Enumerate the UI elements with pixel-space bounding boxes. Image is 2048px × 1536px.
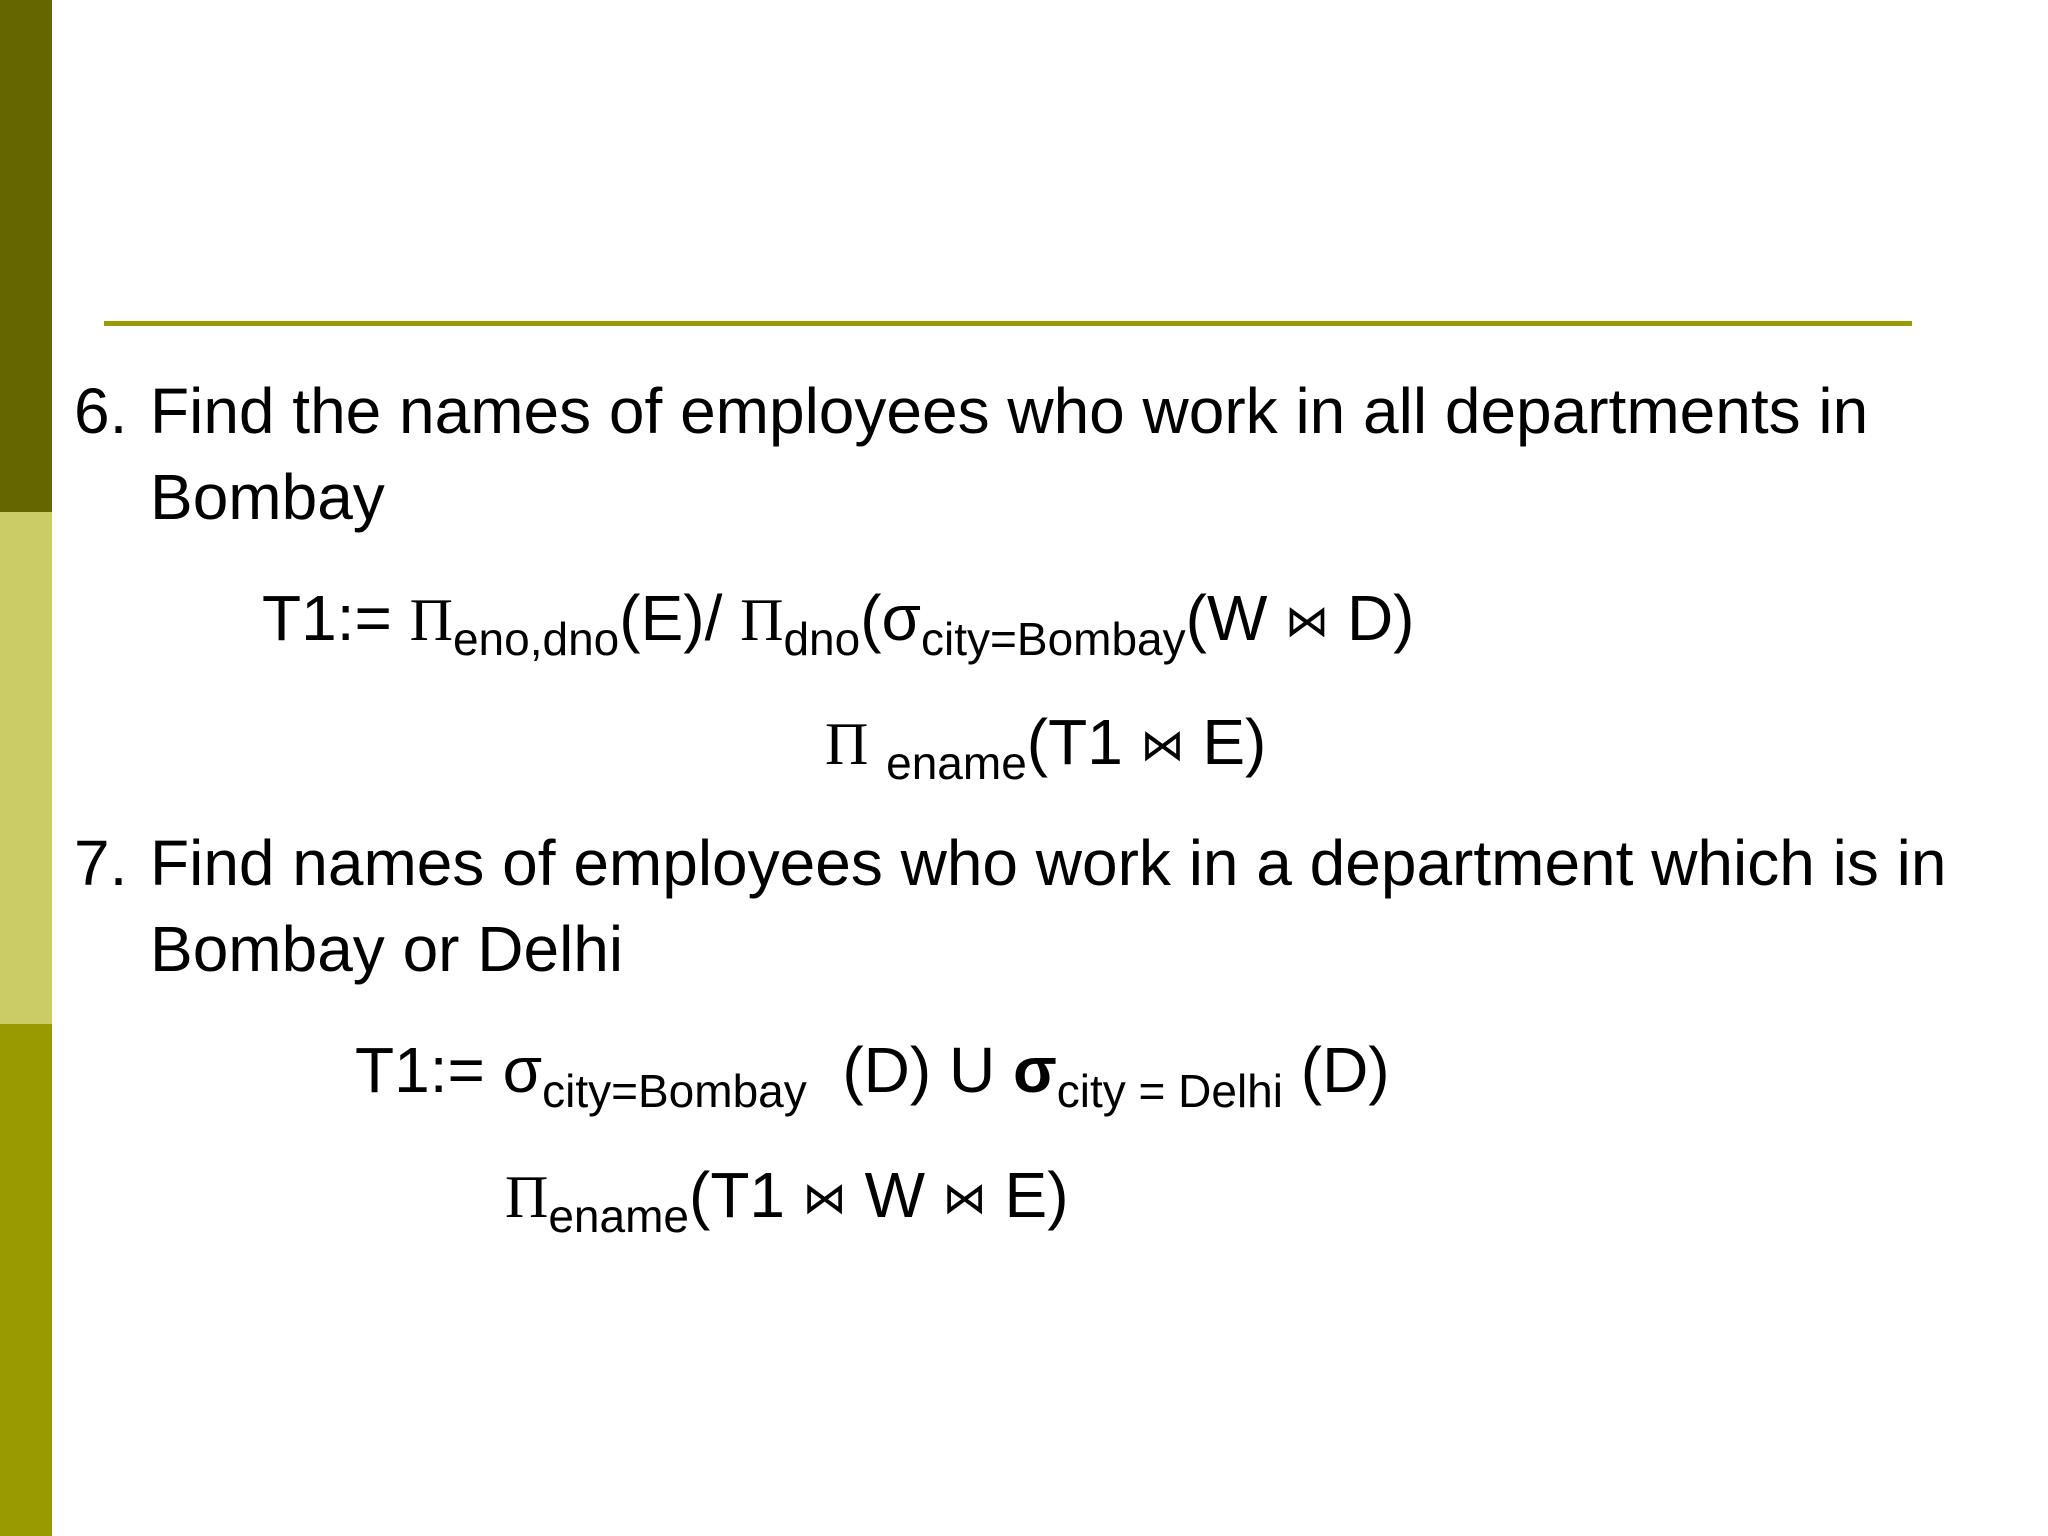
- projection-symbol: Π: [409, 587, 453, 653]
- projection-symbol: Π: [505, 1164, 549, 1230]
- question-7-number: 7.: [74, 827, 128, 899]
- accent-bar-middle: [0, 512, 52, 1024]
- selection-condition: city = Delhi: [1056, 1065, 1283, 1117]
- formula-text: E): [1004, 1159, 1069, 1231]
- projection-attributes: ename: [548, 1190, 689, 1242]
- selection-condition: city=Bombay: [542, 1065, 807, 1117]
- question-6: [74, 368, 1954, 540]
- formula-6-t1: [262, 578, 1415, 665]
- formula-7-result: [505, 1155, 1069, 1242]
- formula-text: (D) U: [842, 1034, 996, 1106]
- natural-join-symbol: ⋈: [942, 1173, 987, 1224]
- formula-text: (σ: [860, 582, 922, 654]
- selection-condition: city=Bombay: [921, 613, 1186, 665]
- formula-text: E): [1202, 706, 1267, 778]
- formula-text: (T1: [1026, 706, 1123, 778]
- question-6-number: 6.: [74, 375, 128, 447]
- selection-symbol: σ: [1012, 1034, 1057, 1106]
- natural-join-symbol: ⋈: [1140, 720, 1185, 771]
- formula-text: (T1: [689, 1159, 785, 1231]
- formula-text: (E)/: [619, 582, 723, 654]
- question-7-text: Find names of employees who work in a department which is in Bombay or Delhi: [150, 827, 1947, 985]
- accent-bar-top: [0, 0, 52, 512]
- question-7: [74, 820, 1954, 992]
- projection-attributes: dno: [783, 613, 861, 665]
- projection-attributes: ename: [886, 737, 1027, 789]
- projection-symbol: Π: [825, 711, 869, 777]
- natural-join-symbol: ⋈: [1285, 596, 1330, 647]
- t1-assign: T1:= σ: [355, 1034, 543, 1106]
- accent-bar-bottom: [0, 1024, 52, 1536]
- projection-symbol: Π: [740, 587, 784, 653]
- question-6-text: Find the names of employees who work in all departments in Bombay: [150, 375, 1869, 533]
- natural-join-symbol: ⋈: [802, 1173, 847, 1224]
- formula-text: (D): [1300, 1034, 1390, 1106]
- t1-assign: T1:=: [262, 582, 392, 654]
- projection-attributes: eno,dno: [452, 613, 620, 665]
- formula-text: (W: [1185, 582, 1268, 654]
- formula-7-t1: [355, 1030, 1390, 1117]
- title-divider: [104, 321, 1912, 326]
- formula-text: D): [1346, 582, 1415, 654]
- formula-text: W: [864, 1159, 925, 1231]
- formula-6-result: [825, 702, 1267, 789]
